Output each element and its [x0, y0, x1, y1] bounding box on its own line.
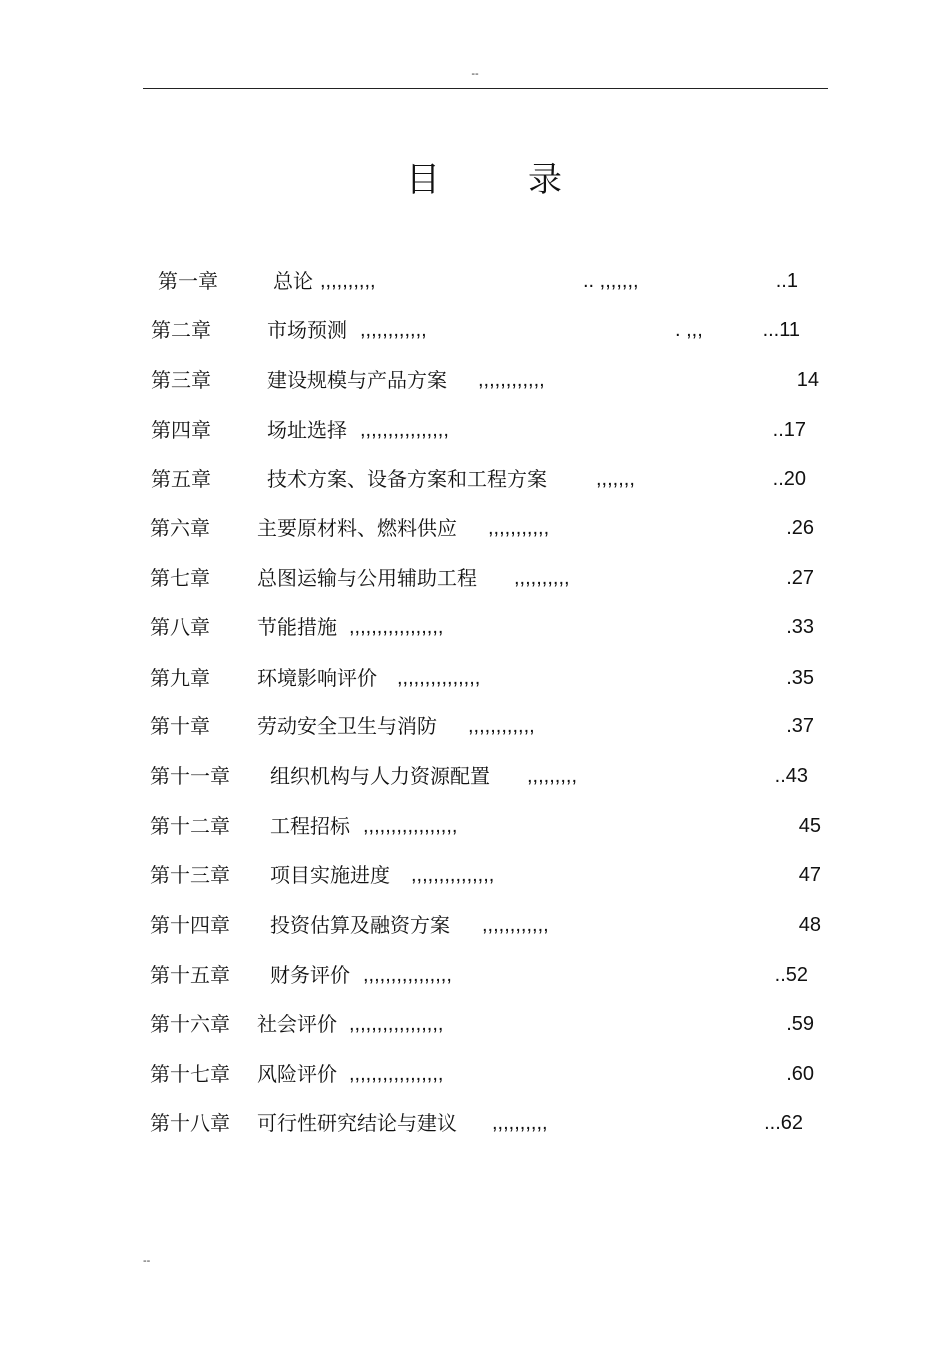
toc-row-13	[0, 860, 950, 890]
title-char-2: 录	[528, 160, 562, 200]
toc-chapter: 第六章	[150, 516, 210, 540]
toc-chapter: 第十章	[150, 714, 210, 738]
toc-page: ...11	[762, 319, 800, 341]
toc-page: ..20	[772, 468, 806, 490]
toc-page: ..52	[774, 964, 808, 986]
toc-row-16	[0, 1009, 950, 1039]
toc-page: ..17	[772, 419, 806, 441]
toc-page: .33	[786, 616, 814, 638]
toc-page: .59	[786, 1013, 814, 1035]
toc-row-18	[0, 1108, 950, 1138]
toc-dots: ,,,,,,,,,,	[320, 270, 376, 292]
toc-row-9	[0, 663, 950, 693]
toc-row-1	[0, 266, 950, 296]
toc-title: 节能措施	[257, 615, 337, 639]
toc-dots: ,,,,,,,,,,,,,,,,	[360, 419, 449, 441]
toc-title: 主要原材料、燃料供应	[257, 516, 457, 540]
toc-title: 投资估算及融资方案	[270, 913, 450, 937]
toc-title: 市场预测	[267, 318, 347, 342]
toc-row-3	[0, 365, 950, 395]
toc-chapter: 第八章	[150, 615, 210, 639]
toc-page: ...62	[764, 1112, 803, 1134]
toc-chapter: 第四章	[151, 418, 211, 442]
toc-page: .60	[786, 1063, 814, 1085]
toc-chapter: 第十三章	[150, 863, 230, 887]
toc-chapter: 第三章	[151, 368, 211, 392]
toc-title: 风险评价	[257, 1062, 337, 1086]
toc-chapter: 第十六章	[150, 1012, 230, 1036]
toc-chapter: 第十五章	[150, 963, 230, 987]
toc-title: 工程招标	[270, 814, 350, 838]
toc-dots: ,,,,,,,,,,,,	[478, 369, 545, 391]
toc-dots: ,,,,,,,	[596, 468, 635, 490]
toc-dots: ,,,,,,,,,,,,	[468, 715, 535, 737]
toc-dots: ,,,,,,,,,,,	[488, 517, 550, 539]
toc-dots: ,,,,,,,,,,,,,,,,,	[349, 1013, 444, 1035]
toc-row-4	[0, 415, 950, 445]
toc-page: .37	[786, 715, 814, 737]
toc-chapter: 第十八章	[150, 1111, 230, 1135]
toc-title: 劳动安全卫生与消防	[257, 714, 437, 738]
footer-mark: --	[143, 1255, 151, 1267]
toc-dots-mid: . ,,,	[675, 319, 703, 341]
toc-dots: ,,,,,,,,,,,,,,,,,	[363, 815, 458, 837]
toc-dots: ,,,,,,,,,,,,	[482, 914, 549, 936]
toc-title: 场址选择	[267, 418, 347, 442]
toc-chapter: 第七章	[150, 566, 210, 590]
header-mark: --	[471, 68, 479, 80]
toc-page: .35	[786, 667, 814, 689]
toc-page: 14	[796, 369, 819, 391]
toc-chapter: 第二章	[151, 318, 211, 342]
toc-dots: ,,,,,,,,,	[527, 765, 578, 787]
toc-title: 组织机构与人力资源配置	[270, 764, 490, 788]
toc-chapter: 第五章	[151, 467, 211, 491]
toc-row-17	[0, 1059, 950, 1089]
toc-chapter: 第十四章	[150, 913, 230, 937]
toc-row-6	[0, 513, 950, 543]
toc-dots: ,,,,,,,,,,	[514, 567, 570, 589]
toc-row-12	[0, 811, 950, 841]
toc-chapter: 第一章	[158, 269, 218, 293]
toc-title: 技术方案、设备方案和工程方案	[267, 467, 547, 491]
toc-row-10	[0, 711, 950, 741]
toc-row-11	[0, 761, 950, 791]
toc-row-8	[0, 612, 950, 642]
toc-dots-mid: .. ,,,,,,,	[583, 270, 639, 292]
toc-title: 财务评价	[270, 963, 350, 987]
toc-row-5	[0, 464, 950, 494]
toc-chapter: 第十一章	[150, 764, 230, 788]
toc-title: 总论	[273, 269, 313, 293]
toc-chapter: 第九章	[150, 666, 210, 690]
toc-dots: ,,,,,,,,,,,,,,,	[397, 667, 481, 689]
toc-title: 建设规模与产品方案	[267, 368, 447, 392]
toc-row-15	[0, 960, 950, 990]
toc-page: 48	[798, 914, 821, 936]
toc-dots: ,,,,,,,,,,,,,,,,	[363, 964, 452, 986]
toc-dots: ,,,,,,,,,,	[492, 1112, 548, 1134]
toc-page: .26	[786, 517, 814, 539]
toc-row-7	[0, 563, 950, 593]
toc-row-14	[0, 910, 950, 940]
toc-title: 环境影响评价	[257, 666, 377, 690]
toc-chapter: 第十七章	[150, 1062, 230, 1086]
toc-title: 社会评价	[257, 1012, 337, 1036]
toc-page: 47	[798, 864, 821, 886]
toc-title: 项目实施进度	[270, 863, 390, 887]
toc-dots: ,,,,,,,,,,,,,,,,,	[349, 616, 444, 638]
toc-title: 可行性研究结论与建议	[257, 1111, 457, 1135]
title-char-1: 目	[406, 160, 440, 200]
toc-chapter: 第十二章	[150, 814, 230, 838]
toc-page: 45	[798, 815, 821, 837]
toc-dots: ,,,,,,,,,,,,	[360, 319, 427, 341]
toc-row-2	[0, 315, 950, 345]
toc-dots: ,,,,,,,,,,,,,,,,,	[349, 1063, 444, 1085]
toc-dots: ,,,,,,,,,,,,,,,	[411, 864, 495, 886]
toc-title: 总图运输与公用辅助工程	[257, 566, 477, 590]
toc-page: ..43	[774, 765, 808, 787]
toc-page: ..1	[775, 270, 798, 292]
toc-page: .27	[786, 567, 814, 589]
